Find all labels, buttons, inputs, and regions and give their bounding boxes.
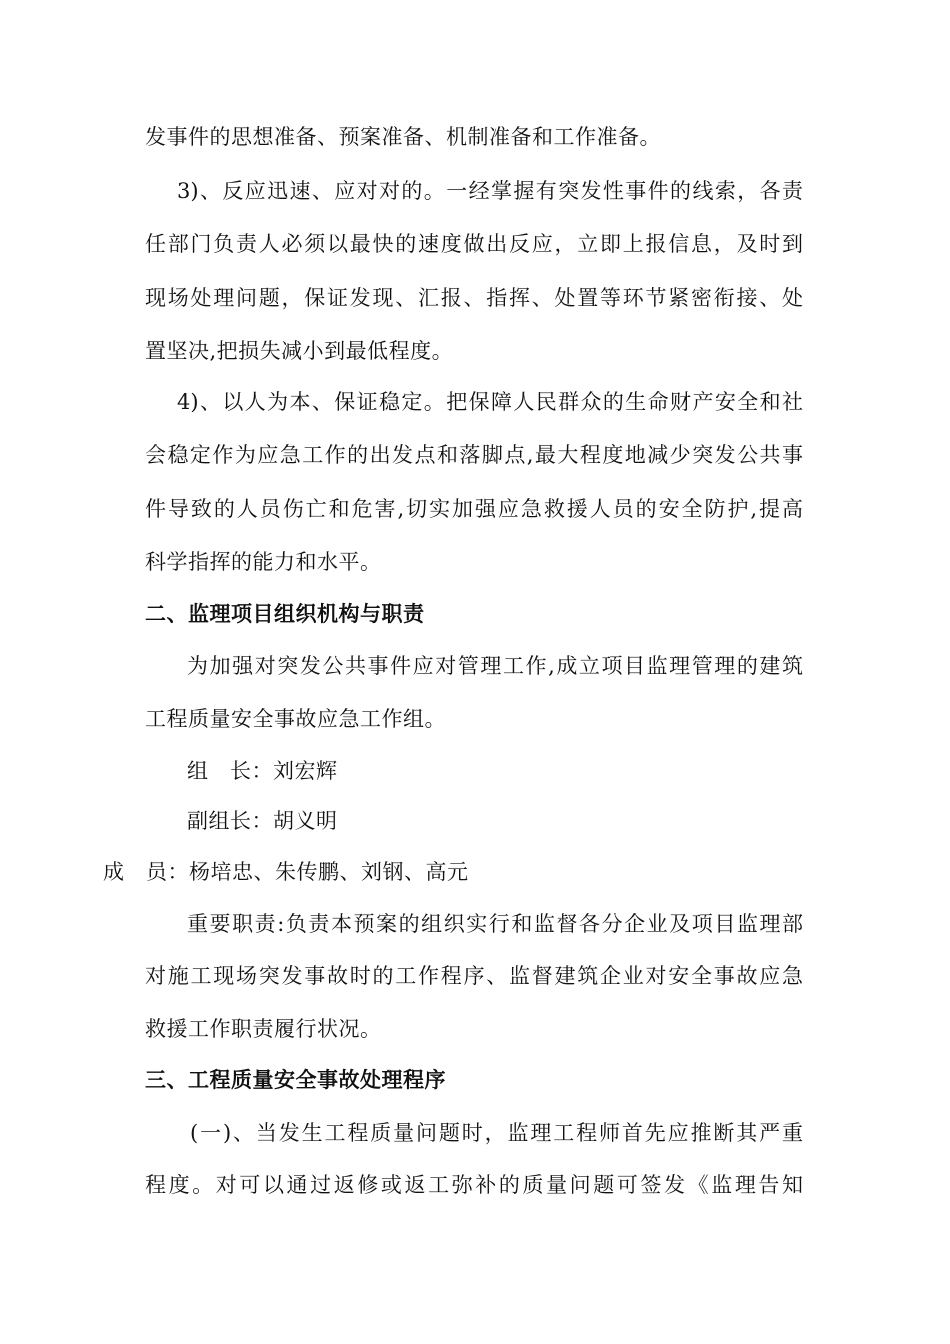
paragraph-2-line-3: 现场处理问题，保证发现、汇报、指挥、处置等环节紧密衔接、处 [145, 286, 803, 310]
deputy-leader-line: 副组长：胡义明 [187, 809, 338, 833]
duty-line-3: 救援工作职责履行状况。 [145, 1017, 382, 1041]
section-3-line-1: (一)、当发生工程质量问题时，监理工程师首先应推断其严重 [190, 1121, 803, 1145]
paragraph-3-line-1: 4)、以人为本、保证稳定。把保障人民群众的生命财产安全和社 [177, 390, 803, 414]
paragraph-3-line-2: 会稳定作为应急工作的出发点和落脚点,最大程度地减少突发公共事 [145, 443, 803, 467]
paragraph-1-line-1: 发事件的思想准备、预案准备、机制准备和工作准备。 [145, 125, 661, 149]
paragraph-2-line-2: 任部门负责人必须以最快的速度做出反应，立即上报信息，及时到 [145, 232, 803, 256]
paragraph-3-line-4: 科学指挥的能力和水平。 [145, 550, 382, 574]
duty-line-1: 重要职责:负责本预案的组织实行和监督各分企业及项目监理部 [187, 912, 803, 936]
section-2-intro-line-1: 为加强对突发公共事件应对管理工作,成立项目监理管理的建筑 [187, 654, 803, 678]
paragraph-2-line-4: 置坚决,把损失减小到最低程度。 [145, 339, 454, 363]
duty-line-2: 对施工现场突发事故时的工作程序、监督建筑企业对安全事故应急 [145, 964, 803, 988]
section-2-heading: 二、监理项目组织机构与职责 [145, 602, 425, 626]
section-3-heading: 三、工程质量安全事故处理程序 [145, 1068, 446, 1092]
paragraph-2-line-1: 3)、反应迅速、应对对的。一经掌握有突发性事件的线索，各责 [177, 179, 803, 203]
paragraph-3-line-3: 件导致的人员伤亡和危害,切实加强应急救援人员的安全防护,提高 [145, 497, 803, 521]
members-line: 成 员：杨培忠、朱传鹏、刘钢、高元 [103, 860, 469, 884]
leader-line: 组 长：刘宏辉 [187, 759, 338, 783]
section-3-line-2: 程度。对可以通过返修或返工弥补的质量问题可签发《监理告知 [145, 1173, 803, 1197]
section-2-intro-line-2: 工程质量安全事故应急工作组。 [145, 707, 446, 731]
